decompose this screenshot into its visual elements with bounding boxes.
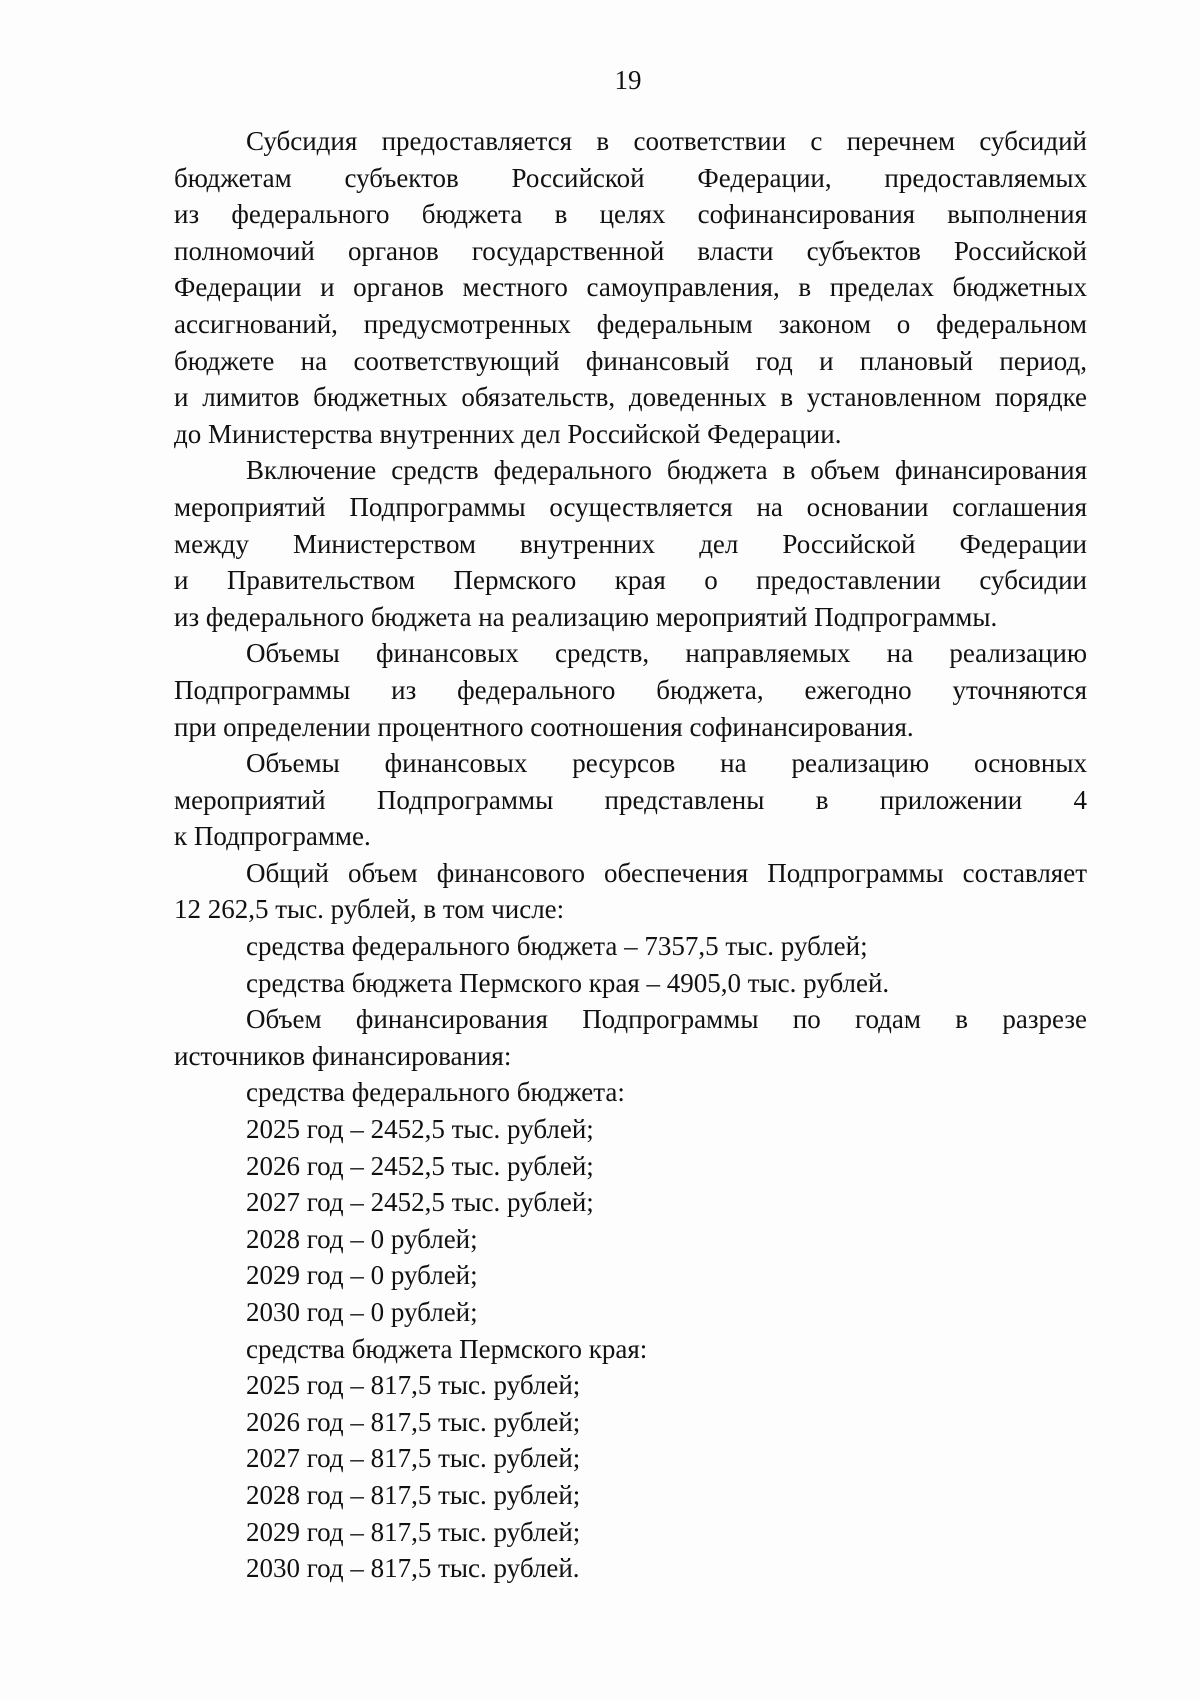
list-item: 2027 год – 2452,5 тыс. рублей; [246,1187,594,1218]
text-line: к Подпрограмме. [174,821,371,852]
regional-list-heading: средства бюджета Пермского края: [246,1333,648,1364]
text-line: мероприятий Подпрограммы осуществляется на основании соглашения [174,491,1087,522]
regional-total-line: средства бюджета Пермского края – 4905,0 тыс. рублей. [246,967,890,998]
text-line: Субсидия предоставляется в соответствии с перечнем субсидий [246,126,1087,156]
page-number: 19 [614,65,642,95]
text-line: Объем финансирования Подпрограммы по годам в разрезе [246,1004,1087,1035]
federal-total-line: средства федерального бюджета – 7357,5 тыс. рублей; [246,931,868,962]
document-body [174,123,1087,1587]
paragraph-volumes-resources [174,745,1087,855]
text-line: мероприятий Подпрограммы представлены в приложении 4 [174,784,1087,815]
text-line: Объемы финансовых ресурсов на реализацию основных [246,748,1087,779]
text-line: Объемы финансовых средств, направляемых на реализацию [246,638,1087,669]
text-line: и лимитов бюджетных обязательств, доведенных в установленном порядке [174,382,1087,413]
text-line: Включение средств федерального бюджета в объем финансирования [246,455,1087,486]
list-item: 2028 год – 817,5 тыс. рублей; [246,1479,581,1510]
text-line: ассигнований, предусмотренных федеральным законом о федеральном [174,308,1087,339]
text-line: Федерации и органов местного самоуправления, в пределах бюджетных [174,272,1087,303]
text-line: полномочий органов государственной власти субъектов Российской [174,235,1087,266]
text-line: Общий объем финансового обеспечения Подпрограммы составляет [246,857,1087,888]
text-line: при определении процентного соотношения софинансирования. [174,711,914,742]
list-item: 2029 год – 817,5 тыс. рублей; [246,1516,581,1547]
list-item: 2027 год – 817,5 тыс. рублей; [246,1443,581,1474]
text-line: из федерального бюджета на реализацию мероприятий Подпрограммы. [174,601,998,632]
text-line: и Правительством Пермского края о предоставлении субсидии [174,565,1087,596]
list-item: 2030 год – 0 рублей; [246,1297,478,1327]
list-item: 2026 год – 817,5 тыс. рублей; [246,1406,581,1437]
list-item: 2028 год – 0 рублей; [246,1223,478,1254]
federal-list-heading: средства федерального бюджета: [246,1077,625,1108]
paragraph-total-volume [174,855,1087,928]
text-line: Подпрограммы из федерального бюджета, ежегодно уточняются [174,674,1087,705]
paragraph-volumes-federal [174,635,1087,745]
text-line: из федерального бюджета в целях софинансирования выполнения [174,199,1087,230]
list-item: 2025 год – 2452,5 тыс. рублей; [246,1114,594,1145]
list-item: 2029 год – 0 рублей; [246,1260,478,1291]
paragraph-federal-inclusion [174,452,1087,635]
list-item: 2025 год – 817,5 тыс. рублей; [246,1370,581,1401]
text-line: бюджетам субъектов Российской Федерации, предоставляемых [174,162,1087,193]
text-line: между Министерством внутренних дел Российской Федерации [174,528,1087,559]
regional-funding-list [174,1331,1087,1587]
federal-funding-list [174,1074,1087,1330]
text-line: 12 262,5 тыс. рублей, в том числе: [174,894,565,925]
paragraph-by-years [174,1001,1087,1074]
list-item: 2030 год – 817,5 тыс. рублей. [246,1553,580,1584]
paragraph-subsidy-basis [174,123,1087,452]
text-line: источников финансирования: [174,1040,512,1071]
text-line: до Министерства внутренних дел Российской Федерации. [174,418,842,449]
list-item: 2026 год – 2452,5 тыс. рублей; [246,1150,594,1181]
text-line: бюджете на соответствующий финансовый год и плановый период, [174,345,1087,376]
